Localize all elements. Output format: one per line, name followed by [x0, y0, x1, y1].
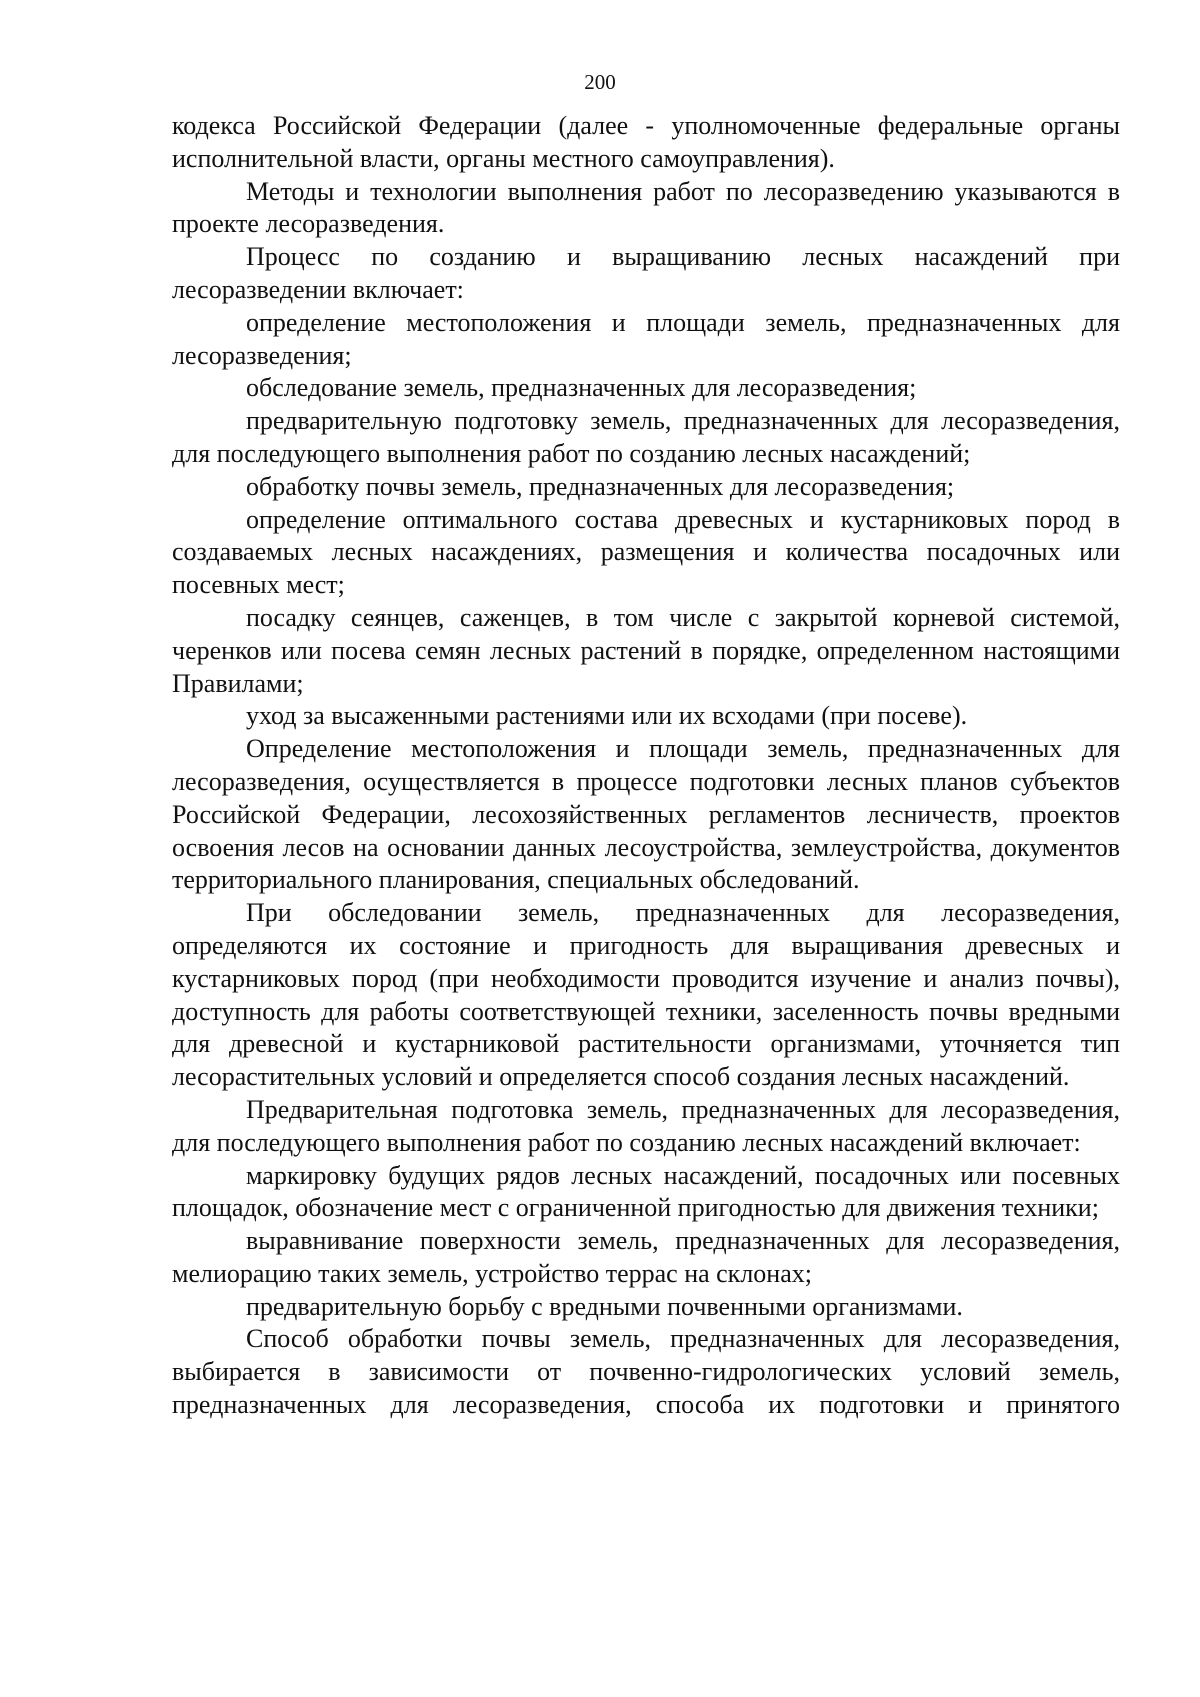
list-item: уход за высаженными растениями или их всходами (при посеве). — [246, 701, 968, 731]
paragraph: Методы и технологии выполнения работ по лесоразведению указываются в проекте лесоразведения. — [172, 176, 1120, 239]
paragraph: При обследовании земель, предназначенных для лесоразведения, определяются их состояние и пригодность для выращивания древесных и кустарниковых пород (при необходимости проводится изучение и анализ почвы), доступность для работы соответствующей техники, заселенность почвы вредными для древесной и кустарниковой растительности организмами, уточняется тип лесорастительных условий и определяется способ создания лесных насаждений. — [172, 898, 1120, 1092]
list-item: посадку сеянцев, саженцев, в том числе с закрытой корневой системой, черенков или посева семян лесных растений в порядке, определенном настоящими Правилами; — [172, 602, 1120, 698]
page-number: 200 — [584, 70, 616, 94]
paragraph: кодекса Российской Федерации (далее - уполномоченные федеральные органы исполнительной власти, органы местного самоуправления). — [172, 111, 1120, 173]
list-item: определение местоположения и площади земель, предназначенных для лесоразведения; — [172, 307, 1120, 370]
list-item: выравнивание поверхности земель, предназначенных для лесоразведения, мелиорацию таких земель, устройство террас на склонах; — [172, 1226, 1120, 1288]
paragraph: Процесс по созданию и выращиванию лесных насаждений при лесоразведении включает: — [172, 242, 1120, 304]
list-item: предварительную борьбу с вредными почвенными организмами. — [246, 1291, 963, 1321]
list-item: определение оптимального состава древесных и кустарниковых пород в создаваемых лесных насаждениях, размещения и количества посадочных или посевных мест; — [172, 504, 1120, 600]
paragraph: Предварительная подготовка земель, предназначенных для лесоразведения, для последующего выполнения работ по созданию лесных насаждений включает: — [172, 1094, 1120, 1157]
document-body — [172, 110, 1120, 1422]
paragraph: Способ обработки почвы земель, предназначенных для лесоразведения, выбирается в зависимости от почвенно-гидрологических условий земель, предназначенных для лесоразведения, способа их подготовки и принятого — [172, 1324, 1120, 1420]
list-item: обработку почвы земель, предназначенных для лесоразведения; — [246, 471, 955, 501]
paragraph: Определение местоположения и площади земель, предназначенных для лесоразведения, осуществляется в процессе подготовки лесных планов субъектов Российской Федерации, лесохозяйственных регламентов лесничеств, проектов освоения лесов на основании данных лесоустройства, землеустройства, документов территориального планирования, специальных обследований. — [172, 734, 1120, 895]
list-item: маркировку будущих рядов лесных насаждений, посадочных или посевных площадок, обозначение мест с ограниченной пригодностью для движения техники; — [172, 1160, 1120, 1223]
list-item: предварительную подготовку земель, предназначенных для лесоразведения, для последующего выполнения работ по созданию лесных насаждений; — [172, 406, 1120, 468]
list-item: обследование земель, предназначенных для лесоразведения; — [246, 373, 917, 403]
